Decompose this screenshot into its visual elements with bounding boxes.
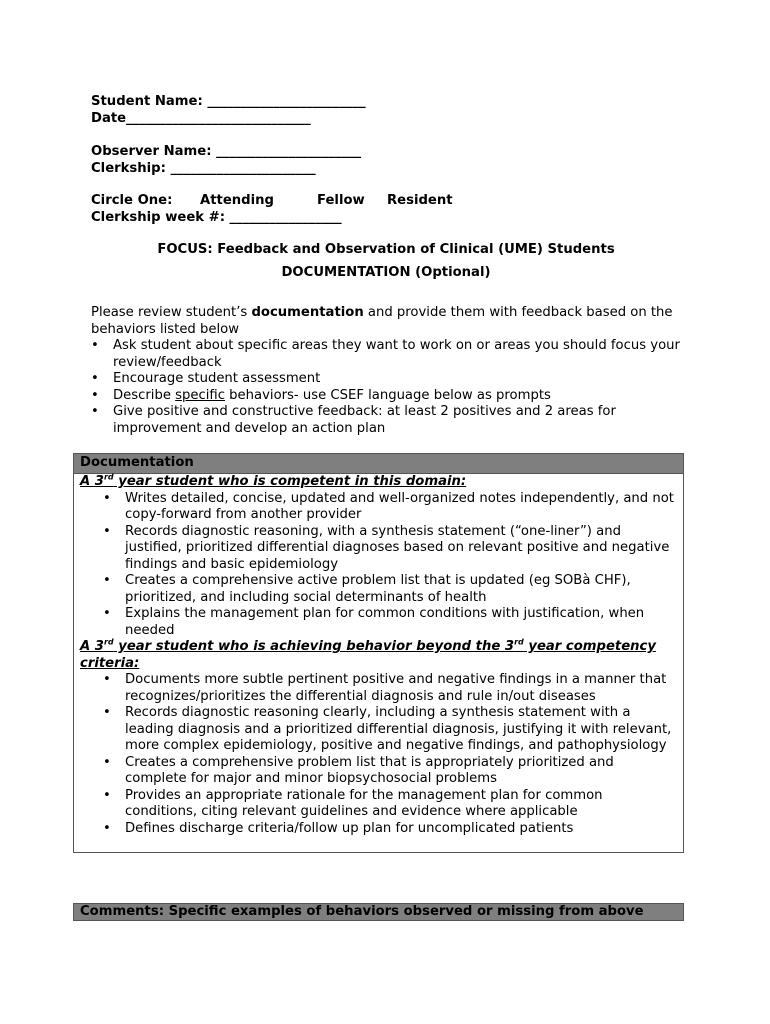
list-item: • Defines discharge criteria/follow up plan for uncomplicated patients — [103, 821, 677, 838]
list-item: • Records diagnostic reasoning, with a synthesis statement (“one-liner”) and justified, prioritized differential diagnoses based on relevant positive and negative findings and basic epidemiology — [103, 524, 677, 574]
clerkship-week-field: Clerkship week #: _________________ — [91, 210, 342, 225]
list-item: • Encourage student assessment — [91, 371, 691, 388]
date-field: Date____________________________ — [91, 111, 311, 126]
list-item: • Give positive and constructive feedback: at least 2 positives and 2 areas for improvement and develop an action plan — [91, 404, 691, 437]
observer-name-field: Observer Name: ______________________ — [91, 144, 362, 159]
form-subtitle: DOCUMENTATION (Optional) — [281, 265, 491, 280]
list-item: • Provides an appropriate rationale for the management plan for common conditions, citing relevant guidelines and evidence where applicable — [103, 788, 677, 821]
list-item: • Creates a comprehensive problem list that is appropriately prioritized and complete for major and minor biopsychosocial problems — [103, 755, 677, 788]
list-item: • Explains the management plan for common conditions with justification, when needed — [103, 606, 677, 639]
documentation-body — [74, 474, 683, 837]
clerkship-field: Clerkship: ______________________ — [91, 161, 316, 176]
instructions-emphasis: documentation — [251, 305, 364, 320]
student-name-field: Student Name: ________________________ — [91, 94, 366, 109]
instructions — [91, 305, 691, 437]
beyond-list — [103, 672, 677, 837]
competent-heading: A 3rd year student who is competent in this domain: — [80, 472, 467, 489]
option-fellow: Fellow — [317, 193, 365, 208]
list-item: • Documents more subtle pertinent positive and negative findings in a manner that recognizes/prioritizes the differential diagnosis and rule in/out diseases — [103, 672, 677, 705]
list-item: • Describe specific behaviors- use CSEF language below as prompts — [91, 388, 691, 405]
list-item: • Writes detailed, concise, updated and well-organized notes independently, and not copy-forward from another provider — [103, 491, 677, 524]
comments-heading: Comments: Specific examples of behaviors observed or missing from above — [73, 903, 684, 921]
option-resident: Resident — [387, 193, 453, 208]
documentation-heading: Documentation — [74, 454, 683, 474]
instructions-list — [91, 338, 691, 437]
list-item: • Records diagnostic reasoning clearly, including a synthesis statement with a leading diagnosis and a prioritized differential diagnosis, justifying it with relevant, more complex epidemiology, positive and negative findings, and pathophysiology — [103, 705, 677, 755]
circle-one-label: Circle One: — [91, 193, 173, 208]
list-item: • Ask student about specific areas they want to work on or areas you should focus your review/feedback — [91, 338, 691, 371]
option-attending: Attending — [200, 193, 274, 208]
documentation-table — [73, 453, 684, 853]
instructions-text: Please review student’s documentation and provide them with feedback based on the behaviors listed below — [91, 305, 673, 337]
list-item: • Creates a comprehensive active problem list that is updated (eg SOBà CHF), prioritized, and including social determinants of health — [103, 573, 677, 606]
form-title: FOCUS: Feedback and Observation of Clinical (UME) Students — [157, 242, 615, 257]
competent-list — [103, 491, 677, 640]
beyond-heading: A 3rd year student who is achieving behavior beyond the 3rd year competency criteria: — [80, 637, 656, 671]
